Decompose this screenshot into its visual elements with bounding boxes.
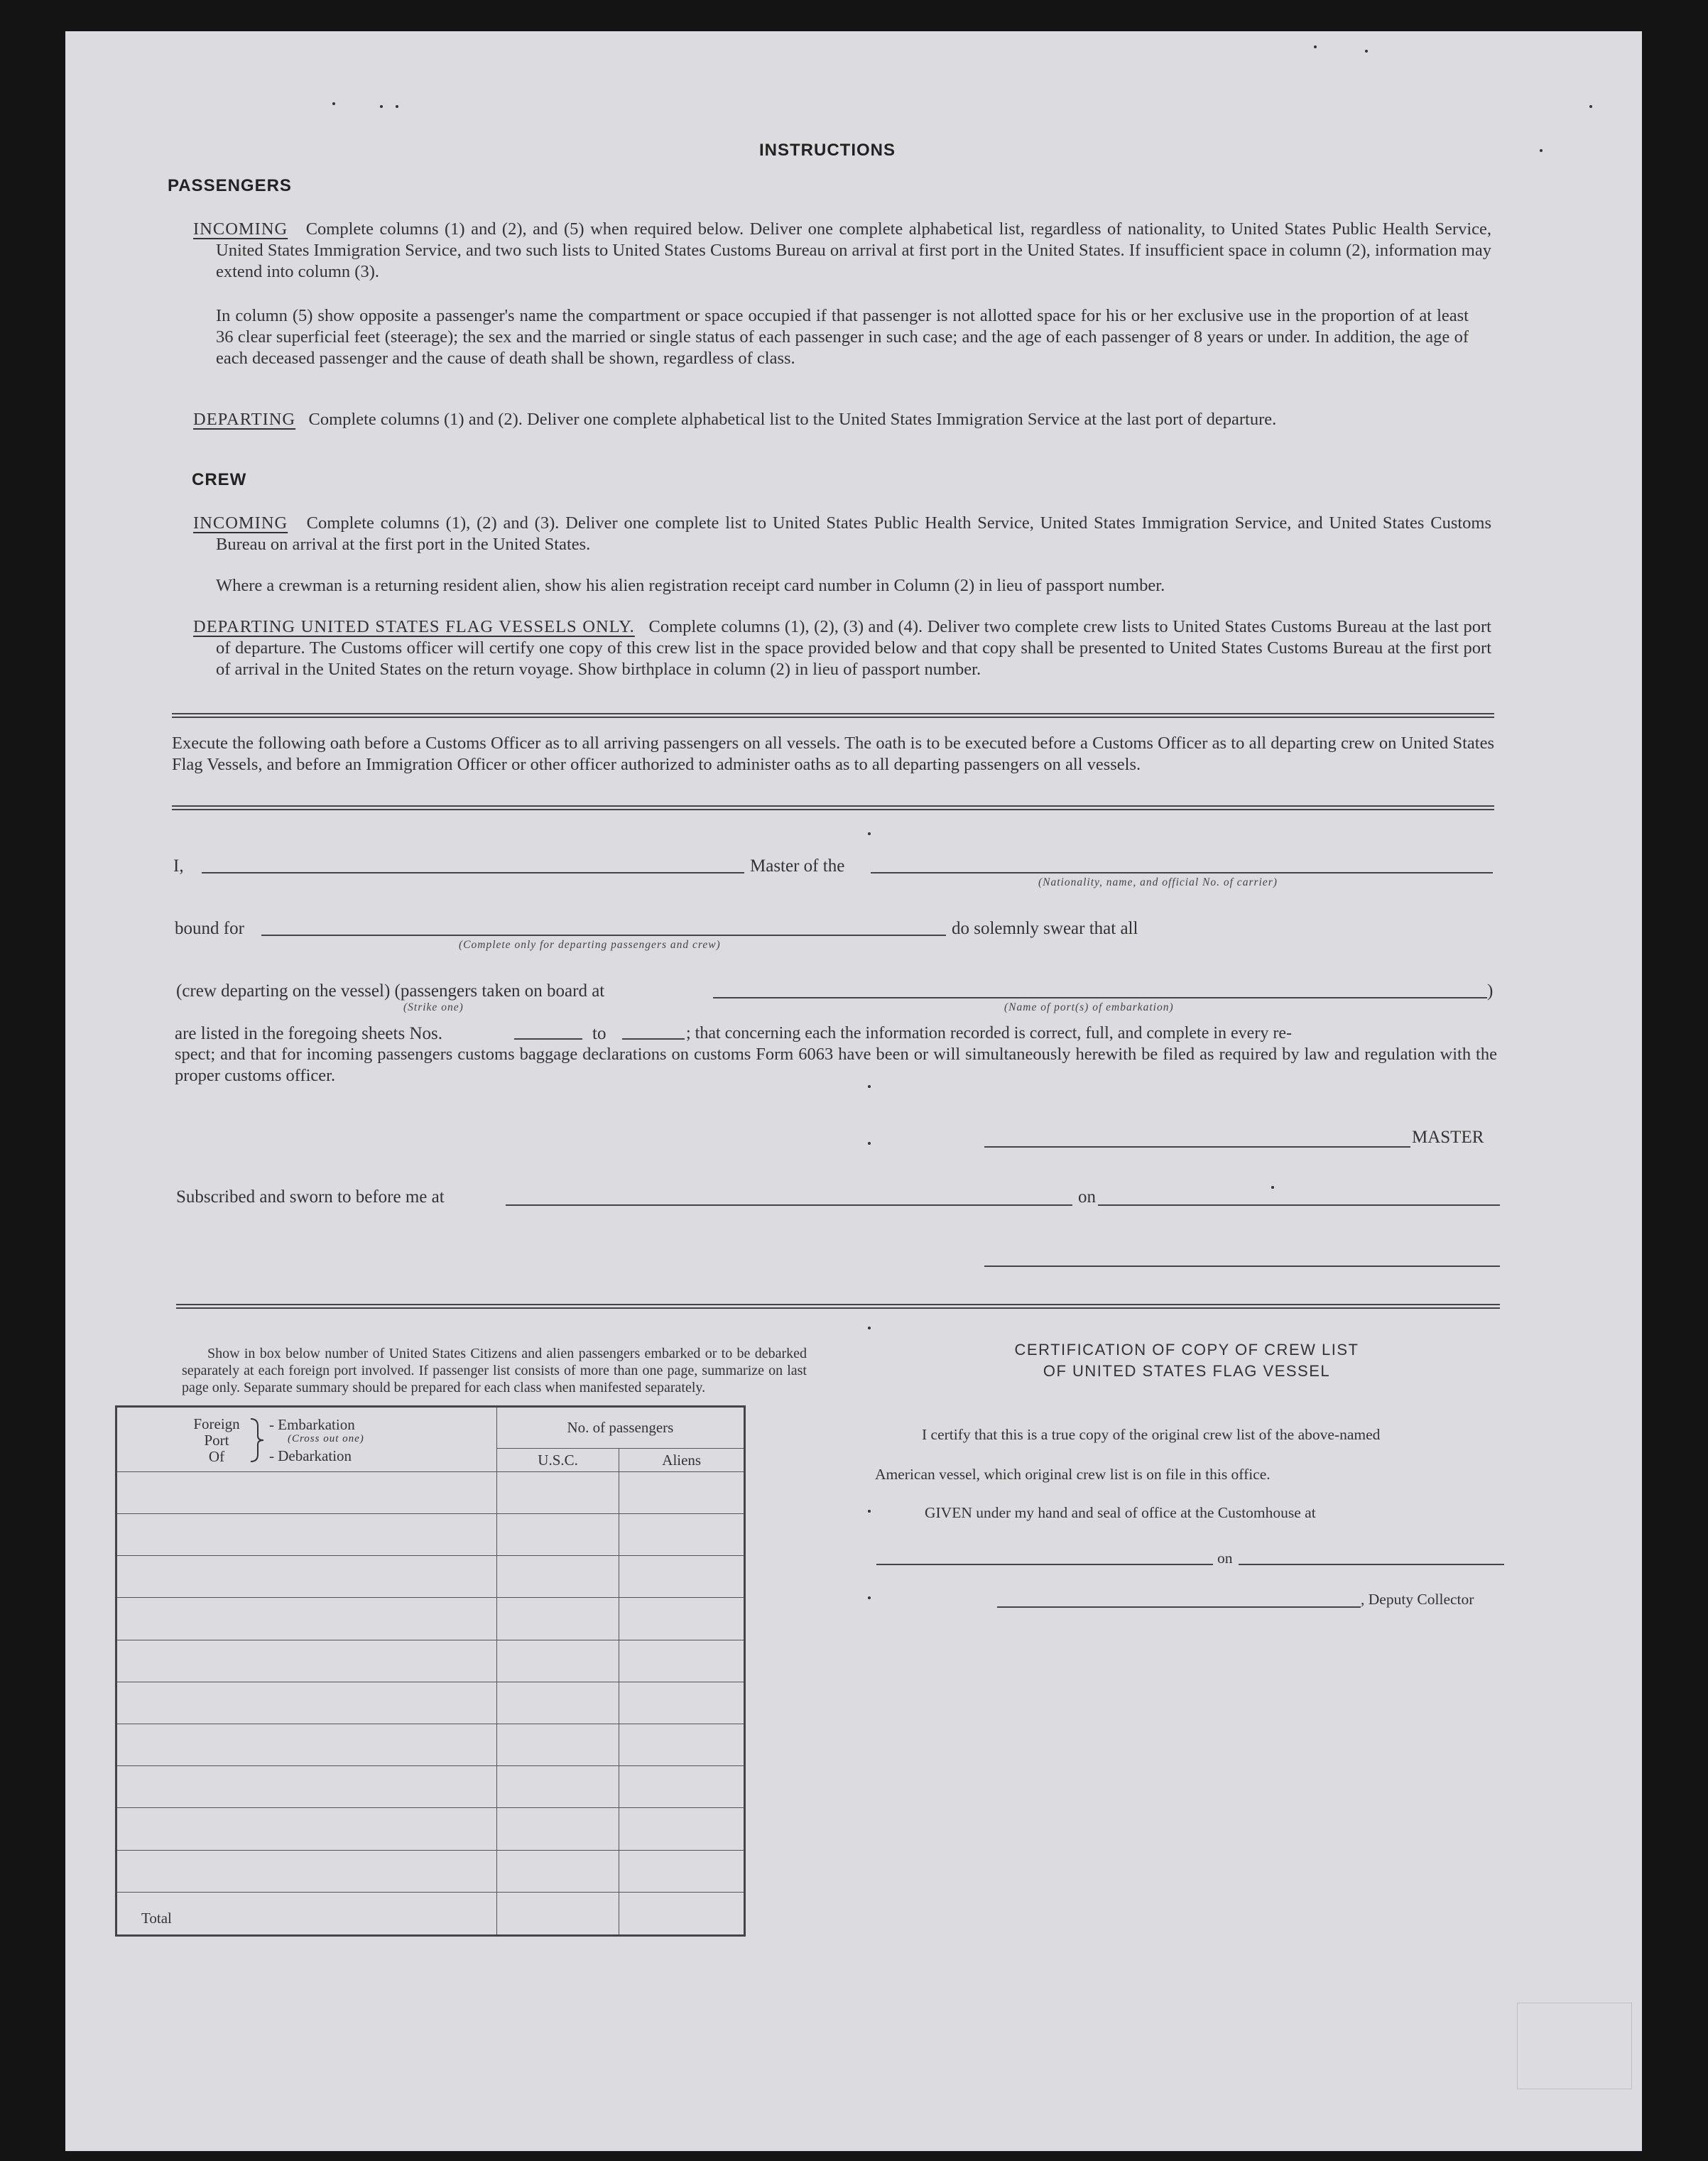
master-of-label: Master of the [750,856,845,876]
master-signature-field[interactable] [984,1146,1410,1148]
sheet-to-field[interactable] [622,1038,685,1040]
ports-caption: (Name of port(s) of embarkation) [1004,1001,1174,1013]
usc-cell[interactable] [496,1556,619,1598]
close-paren: ) [1487,981,1494,1001]
usc-total-cell[interactable] [496,1892,619,1935]
certification-title [878,1339,1496,1382]
aliens-header: Aliens [619,1449,745,1472]
aliens-total-cell[interactable] [619,1892,745,1935]
master-label: MASTER [1412,1128,1484,1147]
usc-cell[interactable] [496,1766,619,1808]
sheets-to-label: to [592,1024,606,1043]
crew-resident-instruction: Where a crewman is a returning resident alien, show his alien registration receipt card number in Column (2) in lieu of passport number. [216,576,1165,595]
certification-on-label: on [1217,1550,1233,1567]
sworn-on-label: on [1078,1187,1096,1207]
crew-incoming-instruction [193,513,1491,555]
aliens-cell[interactable] [619,1850,745,1892]
passengers-heading: PASSENGERS [168,176,292,195]
sheets-pre-text: are listed in the foregoing sheets Nos. [175,1024,442,1043]
scan-speck [1314,45,1317,48]
summary-note: Show in box below number of United States Citizens and alien passengers embarked or to be debarked separately at each foreign port involved. If passenger list consists of more than one page, summarize on last page only. Separate summary should be prepared for each class when manifested separately. [182,1346,807,1395]
scan-speck [868,1596,871,1599]
embarkation-option[interactable]: - Embarkation [269,1416,355,1433]
crew-departing-oath-label: (crew departing on the vessel) (passengers taken on board at [176,981,605,1001]
certification-title-line-2: OF UNITED STATES FLAG VESSEL [1043,1362,1331,1380]
solemnly-swear-label: do solemnly swear that all [952,919,1138,938]
scan-speck [1589,105,1592,108]
port-cell[interactable] [116,1471,497,1513]
passenger-summary-table [115,1405,746,1937]
aliens-cell[interactable] [619,1682,745,1724]
passengers-incoming-instruction [193,219,1491,283]
port-cell[interactable] [116,1724,497,1765]
sheets-post-text: ; that concerning each the information recorded is correct, full, and complete in every re- [686,1024,1292,1043]
port-cell[interactable] [116,1640,497,1682]
port-cell[interactable] [116,1766,497,1808]
usc-cell[interactable] [496,1471,619,1513]
aliens-cell[interactable] [619,1640,745,1682]
aliens-cell[interactable] [619,1808,745,1850]
instructions-title: INSTRUCTIONS [759,141,896,160]
subscribed-label: Subscribed and sworn to before me at [176,1187,445,1207]
certification-title-line-1: CERTIFICATION OF COPY OF CREW LIST [1014,1341,1359,1359]
usc-cell[interactable] [496,1850,619,1892]
aliens-cell[interactable] [619,1514,745,1556]
scan-speck [868,1327,871,1329]
sheet-from-field[interactable] [514,1038,582,1040]
faint-stamp-box [1517,2003,1632,2089]
officer-signature-field[interactable] [984,1265,1500,1267]
master-name-field[interactable] [202,872,744,873]
usc-cell[interactable] [496,1640,619,1682]
total-label: Total [116,1892,497,1935]
usc-header: U.S.C. [496,1449,619,1472]
scan-speck [868,1510,871,1513]
separator-rule [172,805,1494,810]
complete-only-caption: (Complete only for departing passengers and crew) [459,939,721,951]
crew-heading: CREW [192,470,247,489]
separator-rule [172,713,1494,718]
usc-cell[interactable] [496,1808,619,1850]
customhouse-field[interactable] [876,1564,1213,1565]
nationality-caption: (Nationality, name, and official No. of carrier) [1038,876,1278,888]
oath-execute-text: Execute the following oath before a Customs Officer as to all arriving passengers on all vessels. The oath is to be executed before a Customs Officer as to all departing crew on United States Flag Vessels, and before an Immigration Officer or other officer authorized to administer oaths as to all departing passengers on all vessels. [172,734,1494,774]
aliens-cell[interactable] [619,1766,745,1808]
aliens-cell[interactable] [619,1598,745,1640]
deputy-signature-field[interactable] [997,1606,1361,1608]
crew-incoming-label: INCOMING [193,513,288,533]
bound-for-field[interactable] [261,935,946,936]
scan-speck [1271,1186,1274,1189]
american-vessel-text: American vessel, which original crew list is on file in this office. [875,1466,1271,1483]
passengers-incoming-label: INCOMING [193,219,288,239]
certification-date-field[interactable] [1239,1564,1504,1565]
crew-departing-instruction [193,616,1491,680]
certify-text: I certify that this is a true copy of the original crew list of the above-named [922,1426,1381,1443]
passengers-departing-text: Complete columns (1) and (2). Deliver one complete alphabetical list to the United States Immigration Service at the last port of departure. [308,410,1277,429]
port-cell[interactable] [116,1598,497,1640]
crew-departing-text: Complete columns (1), (2), (3) and (4). Deliver two complete crew lists to United States Customs Bureau at the last port of departure. The Customs officer will certify one copy of this crew list in the space provided below and that copy shall be presented to United States Customs Bureau at the first port of arrival in the United States on the return voyage. Show birthplace in column (2) in lieu of passport number. [216,617,1491,679]
port-cell[interactable] [116,1682,497,1724]
scan-speck [868,1142,871,1145]
scan-speck [380,105,383,108]
bound-for-label: bound for [175,919,244,938]
aliens-cell[interactable] [619,1556,745,1598]
separator-rule [176,1304,1500,1309]
passengers-header: No. of passengers [496,1407,744,1449]
oath-i-label: I, [173,856,184,876]
port-cell[interactable] [116,1556,497,1598]
aliens-cell[interactable] [619,1724,745,1765]
aliens-cell[interactable] [619,1471,745,1513]
crew-departing-label: DEPARTING UNITED STATES FLAG VESSELS ONLY. [193,617,635,636]
scan-speck [396,105,398,108]
scan-speck [1365,50,1368,53]
sworn-date-field[interactable] [1098,1204,1500,1206]
port-header-cell [116,1407,497,1472]
given-under-text: GIVEN under my hand and seal of office at the Customhouse at [925,1504,1316,1521]
foreign-port-label: Foreign Port Of [193,1415,240,1465]
deputy-collector-label: , Deputy Collector [1361,1591,1474,1608]
debarkation-option[interactable]: - Debarkation [269,1447,352,1464]
carrier-field[interactable] [871,872,1493,873]
usc-cell[interactable] [496,1598,619,1640]
cross-out-caption: (Cross out one) [288,1433,364,1444]
strike-one-caption: (Strike one) [403,1001,464,1013]
passengers-departing-label: DEPARTING [193,410,296,429]
passengers-column5-instruction: In column (5) show opposite a passenger's name the compartment or space occupied if that passenger is not allotted space for his or her exclusive use in the proportion of at least 36 clear superficial feet (steerage); the sex and the married or single status of each passenger in such case; and the age of each passenger of 8 years or under. In addition, the age of each deceased passenger and the cause of death shall be shown, regardless of class. [216,306,1469,368]
usc-cell[interactable] [496,1724,619,1765]
sworn-place-field[interactable] [506,1204,1072,1206]
crew-incoming-text: Complete columns (1), (2) and (3). Deliver one complete list to United States Public Health Service, United States Immigration Service, and United States Customs Bureau on arrival at the first port in the United States. [216,513,1492,554]
oath-respect-text: spect; and that for incoming passengers customs baggage declarations on customs Form 6063 have been or will simultaneously herewith be filed as required by law and regulation with the proper customs officer. [175,1045,1497,1085]
scan-speck [332,102,335,105]
port-cell[interactable] [116,1850,497,1892]
scan-speck [868,832,871,835]
port-cell[interactable] [116,1514,497,1556]
embarkation-ports-field[interactable] [713,997,1487,998]
port-cell[interactable] [116,1808,497,1850]
usc-cell[interactable] [496,1514,619,1556]
passengers-departing-instruction [193,409,1491,430]
usc-cell[interactable] [496,1682,619,1724]
passengers-incoming-text: Complete columns (1) and (2), and (5) when required below. Deliver one complete alphabetical list, regardless of nationality, to United States Public Health Service, United States Immigration Service, and two such lists to United States Customs Bureau on arrival at first port in the United States. If insufficient space in column (2), information may extend into column (3). [216,219,1492,281]
brace-icon [248,1417,266,1463]
